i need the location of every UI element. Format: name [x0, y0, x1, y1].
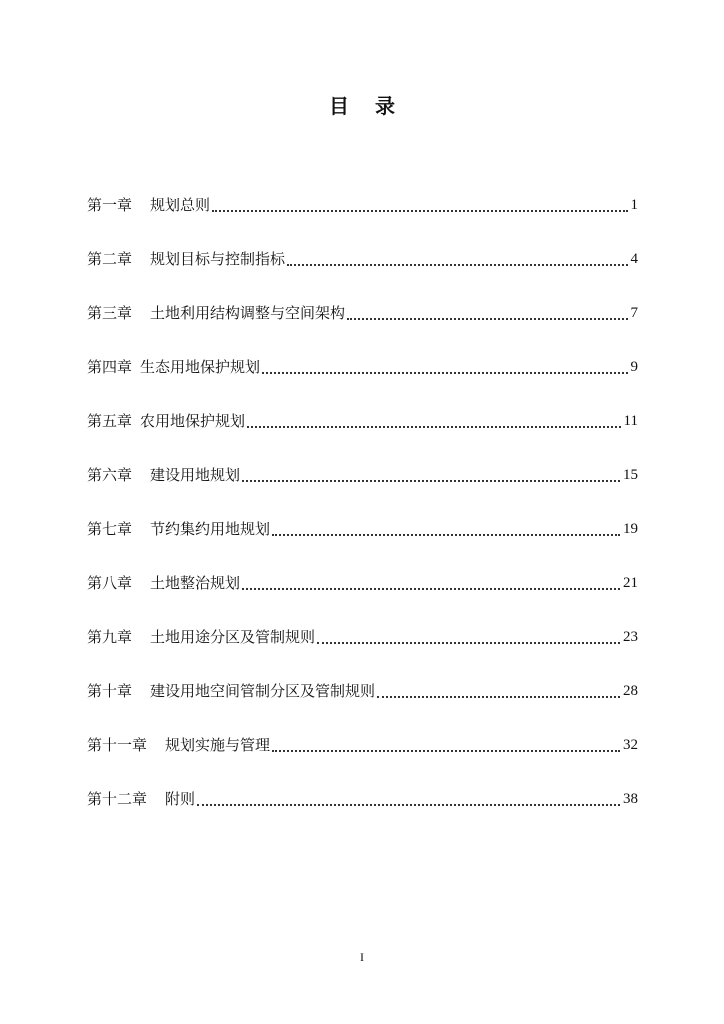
toc-page-number: 9: [630, 359, 638, 375]
toc-chapter: 第十一章: [87, 736, 148, 754]
toc-page-number: 38: [623, 791, 638, 807]
toc-page-number: 28: [623, 683, 638, 699]
toc-entry[interactable]: [87, 248, 638, 302]
toc-chapter: 第一章: [87, 196, 133, 214]
toc-page-number: 19: [623, 521, 638, 537]
toc-page-number: 4: [630, 251, 638, 267]
dot-leader: [197, 789, 620, 806]
dot-leader: [242, 465, 620, 482]
toc-page-number: 7: [630, 305, 638, 321]
toc-title: 建设用地空间管制分区及管制规则: [150, 682, 376, 700]
title-char-2: 录: [375, 94, 395, 118]
dot-leader: [242, 573, 620, 590]
toc-page-number: 15: [623, 467, 638, 483]
dot-leader: [272, 519, 620, 536]
toc-entry[interactable]: [87, 572, 638, 626]
page-title: [0, 90, 724, 119]
toc-chapter: 第十二章: [87, 790, 148, 808]
toc-chapter: 第五章: [87, 412, 133, 430]
toc-title: 土地用途分区及管制规则: [150, 628, 316, 646]
toc-entry[interactable]: [87, 680, 638, 734]
toc-entry[interactable]: [87, 788, 638, 842]
toc-page-number: 21: [623, 575, 638, 591]
dot-leader: [262, 357, 627, 374]
footer-page-number: I: [360, 950, 364, 964]
toc-chapter: 第七章: [87, 520, 133, 538]
dot-leader: [212, 195, 627, 212]
toc-chapter: 第三章: [87, 304, 133, 322]
dot-leader: [287, 249, 627, 266]
dot-leader: [247, 411, 621, 428]
title-char-1: 目: [329, 94, 349, 118]
toc-title: 土地利用结构调整与空间架构: [150, 304, 346, 322]
dot-leader: [317, 627, 620, 644]
toc-chapter: 第四章: [87, 358, 133, 376]
toc-title: 建设用地规划: [150, 466, 241, 484]
toc-title: 规划目标与控制指标: [150, 250, 286, 268]
dot-leader: [347, 303, 627, 320]
toc-entry[interactable]: [87, 626, 638, 680]
toc-page-number: 32: [623, 737, 638, 753]
toc-entry[interactable]: [87, 464, 638, 518]
toc-title: 土地整治规划: [150, 574, 241, 592]
toc-entry[interactable]: [87, 410, 638, 464]
table-of-contents: [87, 194, 638, 842]
toc-entry[interactable]: [87, 734, 638, 788]
dot-leader: [272, 735, 620, 752]
toc-page-number: 1: [630, 197, 638, 213]
toc-title: 规划总则: [150, 196, 211, 214]
toc-title: 规划实施与管理: [165, 736, 271, 754]
toc-chapter: 第八章: [87, 574, 133, 592]
toc-page-number: 11: [623, 413, 638, 429]
toc-entry[interactable]: [87, 302, 638, 356]
toc-page-number: 23: [623, 629, 638, 645]
toc-title: 附则: [165, 790, 196, 808]
toc-chapter: 第六章: [87, 466, 133, 484]
toc-title: 生态用地保护规划: [140, 358, 261, 376]
toc-entry[interactable]: [87, 518, 638, 572]
toc-entry[interactable]: [87, 356, 638, 410]
toc-title: 节约集约用地规划: [150, 520, 271, 538]
toc-chapter: 第二章: [87, 250, 133, 268]
dot-leader: [377, 681, 620, 698]
toc-chapter: 第十章: [87, 682, 133, 700]
toc-entry[interactable]: [87, 194, 638, 248]
toc-chapter: 第九章: [87, 628, 133, 646]
toc-title: 农用地保护规划: [140, 412, 246, 430]
